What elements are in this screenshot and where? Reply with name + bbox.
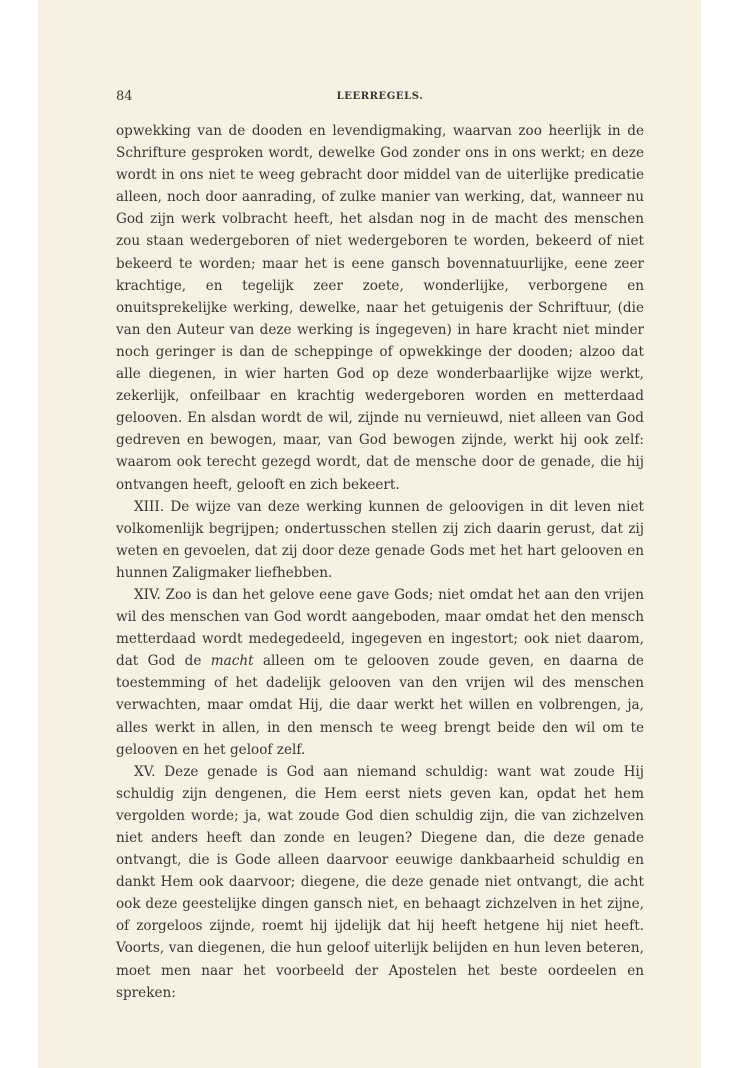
body-text [116,120,644,1004]
running-title: LEERREGELS. [336,91,424,102]
article-xv: XV. Deze genade is God aan niemand schuldig: want wat zoude Hij schuldig zijn dengenen, die Hem eerst niets geven kan, opdat het hem vergolden worde; ja, wat zoude God dien schuldig zijn, die van zichzelven niet anders heeft dan zonde en leugen? Diegene dan, die deze genade ontvangt, die is Gode alleen daarvoor eeuwige dankbaarheid schuldig en dankt Hem ook daarvoor; diegene, die deze genade niet ontvangt, die acht ook deze geestelijke dingen gansch niet, en behaagt zichzelven in het zijne, of zorgeloos zijnde, roemt hij ijdelijk dat hij heeft hetgene hij niet heeft. Voorts, van diegenen, die hun geloof uiterlijk belijden en hun leven beteren, moet men naar het voorbeeld der Apostelen het beste oordeelen en spreken: [116,763,644,1001]
book-page [38,0,701,1068]
emphasis-macht: macht [210,653,254,670]
article-xiv-text-a: XIV. Zoo is dan het gelove eene gave Gods; niet omdat het aan den vrijen wil des menschen van God wordt aangeboden, maar omdat het den mensch metterdaad wordt medegedeeld, ingegeven en ingestort; ook niet daarom, dat God de [116,586,644,670]
article-xiv-text-b: alleen om te gelooven zoude geven, en daarna de toestemming of het dadelijk gelooven van den vrijen wil des menschen verwachten, maar omdat Hij, die daar werkt het willen en volbrengen, ja, alles werkt in allen, in den mensch te weeg brengt beide den wil om te gelooven en het geloof zelf. [116,653,644,758]
page-header [116,89,644,107]
article-xiv [116,584,644,761]
paragraph-continuation: opwekking van de dooden en levendigmaking, waarvan zoo heerlijk in de Schrifture gesproken wordt, dewelke God zonder ons in ons werkt; en deze wordt in ons niet te weeg gebracht door middel van de uiterlijke predicatie alleen, noch door aanrading, of zulke manier van werking, dat, wanneer nu God zijn werk volbracht heeft, het alsdan nog in de macht des menschen zou staan wedergeboren of niet wedergeboren te worden, bekeerd of niet bekeerd te worden; maar het is eene gansch bovennatuurlijke, eene zeer krachtige, en tegelijk zeer zoete, wonderlijke, verborgene en onuitsprekelijke werking, dewelke, naar het getuigenis der Schriftuur, (die van den Auteur van deze werking is ingegeven) in hare kracht niet minder noch geringer is dan de scheppinge of opwekkinge der dooden; alzoo dat alle diegenen, in wier harten God op deze wonderbaarlijke wijze werkt, zekerlijk, onfeilbaar en krachtig wedergeboren worden en metterdaad gelooven. En alsdan wordt de wil, zijnde nu vernieuwd, niet alleen van God gedreven en bewogen, maar, van God bewogen zijnde, werkt hij ook zelf: waarom ook terecht gezegd wordt, dat de mensche door de genade, die hij ontvangen heeft, gelooft en zich bekeert. [116,123,644,493]
article-xiii: XIII. De wijze van deze werking kunnen de geloovigen in dit leven niet volkomenlijk begrijpen; ondertusschen stellen zij zich daarin gerust, dat zij weten en gevoelen, dat zij door deze genade Gods met het hart gelooven en hunnen Zaligmaker liefhebben. [116,498,644,581]
page-number: 84 [116,89,133,104]
